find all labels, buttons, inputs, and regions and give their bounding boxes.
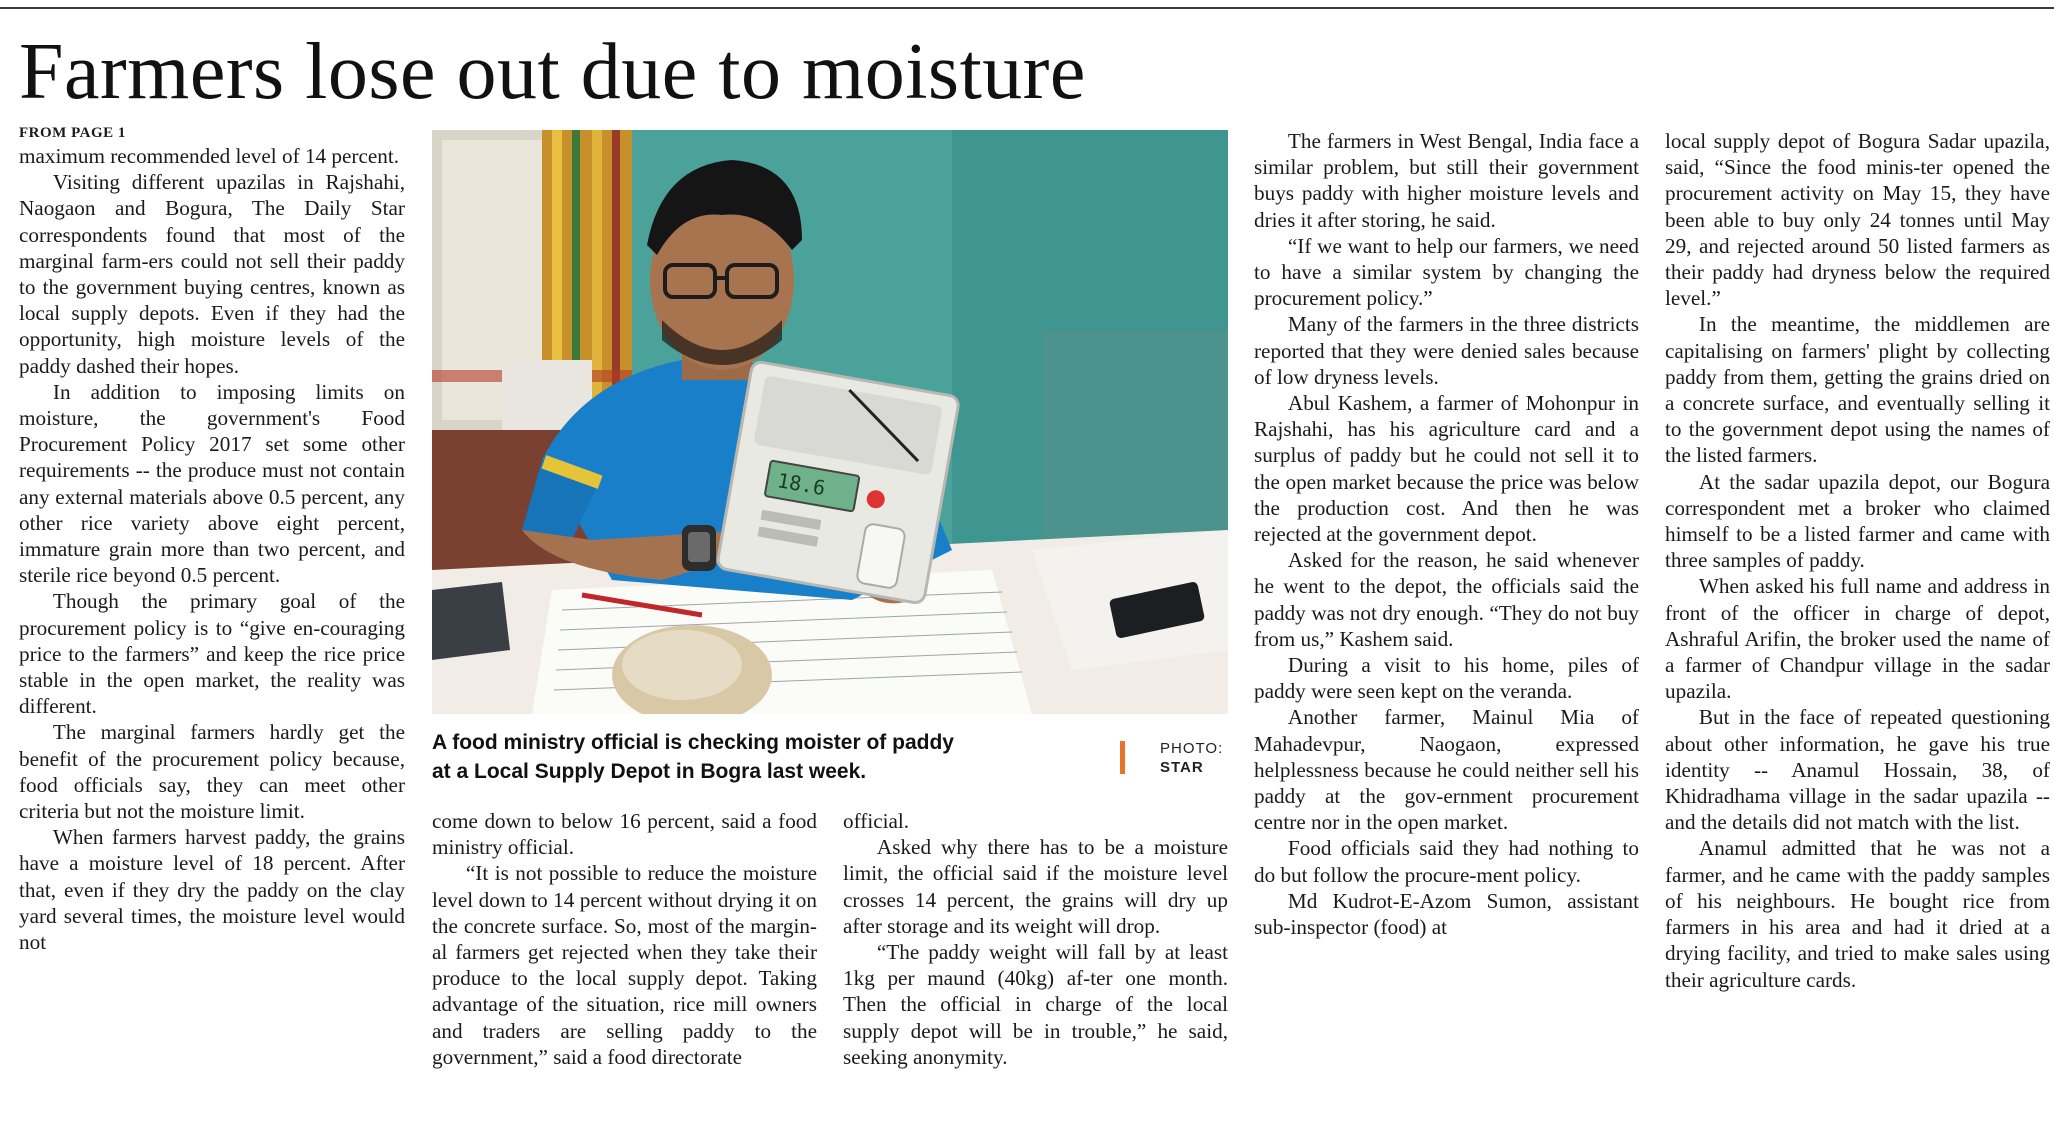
paragraph: “The paddy weight will fall by at least 1kg per maund (40kg) af-ter one month. Then the official in charge of the local supply depot will be in trouble,” he said, seeking anonymity. <box>843 940 1228 1069</box>
article-column-2 <box>432 808 817 1128</box>
headline: Farmers lose out due to moisture <box>19 28 1086 116</box>
paragraph: Food officials said they had nothing to do but follow the procure-ment policy. <box>1254 836 1639 887</box>
paragraph: Another farmer, Mainul Mia of Mahadevpur, Naogaon, expressed helplessness because he could neither sell his paddy at the gov-ernment procurement centre nor in the open market. <box>1254 705 1639 835</box>
article-column-5 <box>1665 128 2050 1128</box>
paragraph: “It is not possible to reduce the moisture level down to 14 percent without drying it on the concrete surface. So, most of the margin-al farmers get rejected when they take their produce to the local supply depot. Taking advantage of the situation, rice mill owners and traders are selling paddy to the government,” said a food directorate <box>432 861 817 1069</box>
paragraph: Though the primary goal of the procurement policy is to “give en-couraging price to the farmers” and keep the rice price stable in the open market, the reality was different. <box>19 589 405 719</box>
photo-credit <box>1160 739 1230 777</box>
article-column-1 <box>19 124 405 1124</box>
paragraph: Anamul admitted that he was not a farmer, and he came with the paddy samples of his neighbours. He bought rice from farmers in his area and had it dried at a drying facility, and tried to make sales using their agriculture cards. <box>1665 836 2050 992</box>
photo-caption <box>432 728 1092 786</box>
paragraph: At the sadar upazila depot, our Bogura correspondent met a broker who claimed himself to be a listed farmer and came with three samples of paddy. <box>1665 469 2050 573</box>
paragraph: The farmers in West Bengal, India face a similar problem, but still their government buys paddy with higher moisture levels and dries it after storing, he said. <box>1254 129 1639 232</box>
paragraph: When farmers harvest paddy, the grains have a moisture level of 18 percent. After that, even if they dry the paddy on the clay yard several times, the moisture level would not <box>19 825 405 955</box>
paragraph: local supply depot of Bogura Sadar upazila, said, “Since the food minis-ter opened the procurement activity on May 15, they have been able to buy only 24 tonnes until May 29, and rejected around 50 listed farmers as their paddy had dryness below the required level.” <box>1665 129 2050 311</box>
paragraph: maximum recommended level of 14 percent. <box>19 144 400 168</box>
paragraph: When asked his full name and address in front of the officer in charge of depot, Ashraful Arifin, the broker used the name of a farmer of Chandpur village in the sadar upazila. <box>1665 574 2050 704</box>
paragraph: Many of the farmers in the three districts reported that they were denied sales because of low dryness levels. <box>1254 312 1639 389</box>
from-page-label: FROM PAGE 1 <box>19 125 126 141</box>
paragraph: Md Kudrot-E-Azom Sumon, assistant sub-inspector (food) at <box>1254 888 1639 940</box>
paragraph: In addition to imposing limits on moisture, the government's Food Procurement Policy 2017 set some other requirements -- the produce must not contain any external materials above 0.5 percent, any other rice variety above eight percent, immature grain more than two percent, and sterile rice beyond 0.5 percent. <box>19 379 405 588</box>
news-photo <box>432 130 1228 714</box>
article-column-3 <box>843 808 1228 1128</box>
paragraph: come down to below 16 percent, said a food ministry official. <box>432 809 817 860</box>
paragraph: During a visit to his home, piles of paddy were seen kept on the veranda. <box>1254 653 1639 704</box>
paragraph: “If we want to help our farmers, we need to have a similar system by changing the procurement policy.” <box>1254 233 1639 311</box>
credit-source: STAR <box>1160 759 1204 776</box>
paragraph: In the meantime, the middlemen are capitalising on farmers' plight by collecting paddy from them, getting the grains dried on a concrete surface, and eventually selling it to the government depot using the names of the listed farmers. <box>1665 312 2050 468</box>
paragraph: But in the face of repeated questioning about other information, he gave his true identity -- Anamul Hossain, 38, of Khidradhama village in the sadar upazila -- and the details did not match with the list. <box>1665 705 2050 835</box>
credit-accent-bar <box>1120 741 1125 774</box>
paragraph: Asked for the reason, he said whenever he went to the depot, the officials said the paddy was not dry enough. “They do not buy from us,” Kashem said. <box>1254 548 1639 651</box>
paragraph: Asked why there has to be a moisture limit, the official said if the moisture level crosses 14 percent, the grains will dry up after storage and its weight will drop. <box>843 835 1228 938</box>
paragraph: official. <box>843 809 910 833</box>
caption-line: A food ministry official is checking moister of paddy <box>432 731 954 754</box>
paragraph: Visiting different upazilas in Rajshahi, Naogaon and Bogura, The Daily Star correspondents found that most of the marginal farm-ers could not sell their paddy to the government buying centres, known as local supply depots. Even if they had the opportunity, high moisture levels of the paddy dashed their hopes. <box>19 170 405 378</box>
credit-label: PHOTO: <box>1160 740 1224 757</box>
article-column-4 <box>1254 128 1639 1128</box>
paragraph: The marginal farmers hardly get the benefit of the procurement policy because, food officials say, they can meet other criteria but not the moisture limit. <box>19 720 405 824</box>
top-rule <box>0 7 2054 9</box>
caption-line: at a Local Supply Depot in Bogra last week. <box>432 760 867 783</box>
paragraph: Abul Kashem, a farmer of Mohonpur in Rajshahi, has his agriculture card and a surplus of paddy but he could not sell it to the open market because the price was below the production cost. And then he was rejected at the government depot. <box>1254 391 1639 547</box>
meter-reading: 18.6 <box>775 468 828 501</box>
